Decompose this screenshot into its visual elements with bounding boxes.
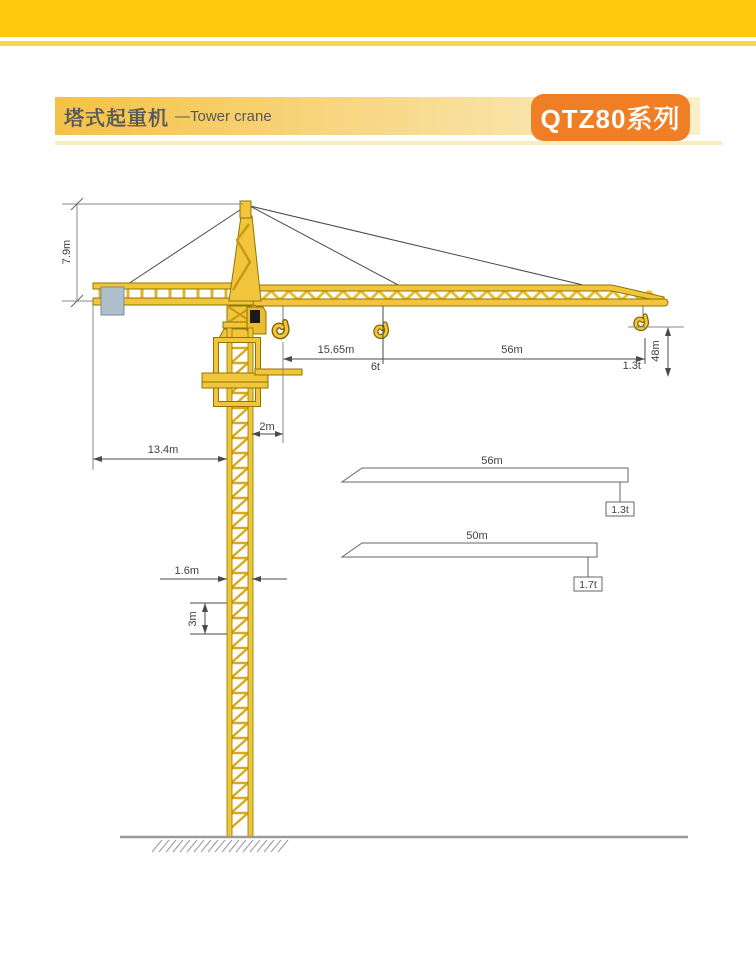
platform-lower bbox=[202, 382, 268, 388]
dim-label-jib-length: 56m bbox=[501, 344, 523, 356]
jib-option-length: 50m bbox=[466, 530, 488, 542]
dim-label-counter-jib-radius: 13.4m bbox=[147, 444, 179, 456]
arrow-left bbox=[93, 456, 102, 462]
jib-option-tip-load: 1.7t bbox=[579, 579, 597, 591]
slewing-unit bbox=[218, 306, 266, 340]
page-title-cn: 塔式起重机 bbox=[64, 107, 169, 130]
jib-option-50m bbox=[342, 530, 602, 591]
arrow-up bbox=[202, 603, 208, 612]
series-badge: QTZ80系列 bbox=[531, 94, 690, 141]
dim-label-max-load: 6t bbox=[370, 361, 380, 373]
platform-arm bbox=[255, 369, 302, 375]
dim-label-mast-section: 3m bbox=[187, 611, 199, 627]
mast-lattice bbox=[231, 348, 248, 828]
dim-tower-head-height bbox=[62, 198, 243, 307]
arrow-right bbox=[218, 576, 227, 582]
arrow-up bbox=[665, 327, 671, 336]
jib-option-56m bbox=[342, 455, 634, 516]
tie-rods bbox=[122, 206, 600, 289]
arrow-left bbox=[283, 356, 292, 362]
dim-label-trolley-offset: 2m bbox=[259, 421, 275, 433]
jib-option-length: 56m bbox=[481, 455, 503, 467]
ground bbox=[120, 837, 688, 852]
arrow-down bbox=[665, 368, 671, 377]
cab-window bbox=[250, 310, 260, 323]
arrow-down bbox=[202, 625, 208, 634]
dim-label-hook-height: 48m bbox=[650, 340, 662, 362]
main-jib bbox=[253, 285, 668, 306]
dim-label-inner-radius: 15.65m bbox=[317, 344, 355, 356]
dim-label-tip-load: 1.3t bbox=[622, 360, 641, 372]
page-title-en: —Tower crane bbox=[175, 107, 272, 125]
hooks bbox=[275, 306, 647, 337]
jib-option-tip-load: 1.3t bbox=[611, 504, 629, 516]
ground-hatch bbox=[152, 840, 288, 852]
dim-label-mast-width: 1.6m bbox=[174, 565, 199, 577]
arrow-right bbox=[275, 431, 283, 437]
tower-head bbox=[229, 201, 261, 301]
counterweight-block bbox=[101, 287, 124, 315]
dim-label-tower-head-height: 7.9m bbox=[61, 239, 73, 265]
arrow-right bbox=[218, 456, 227, 462]
